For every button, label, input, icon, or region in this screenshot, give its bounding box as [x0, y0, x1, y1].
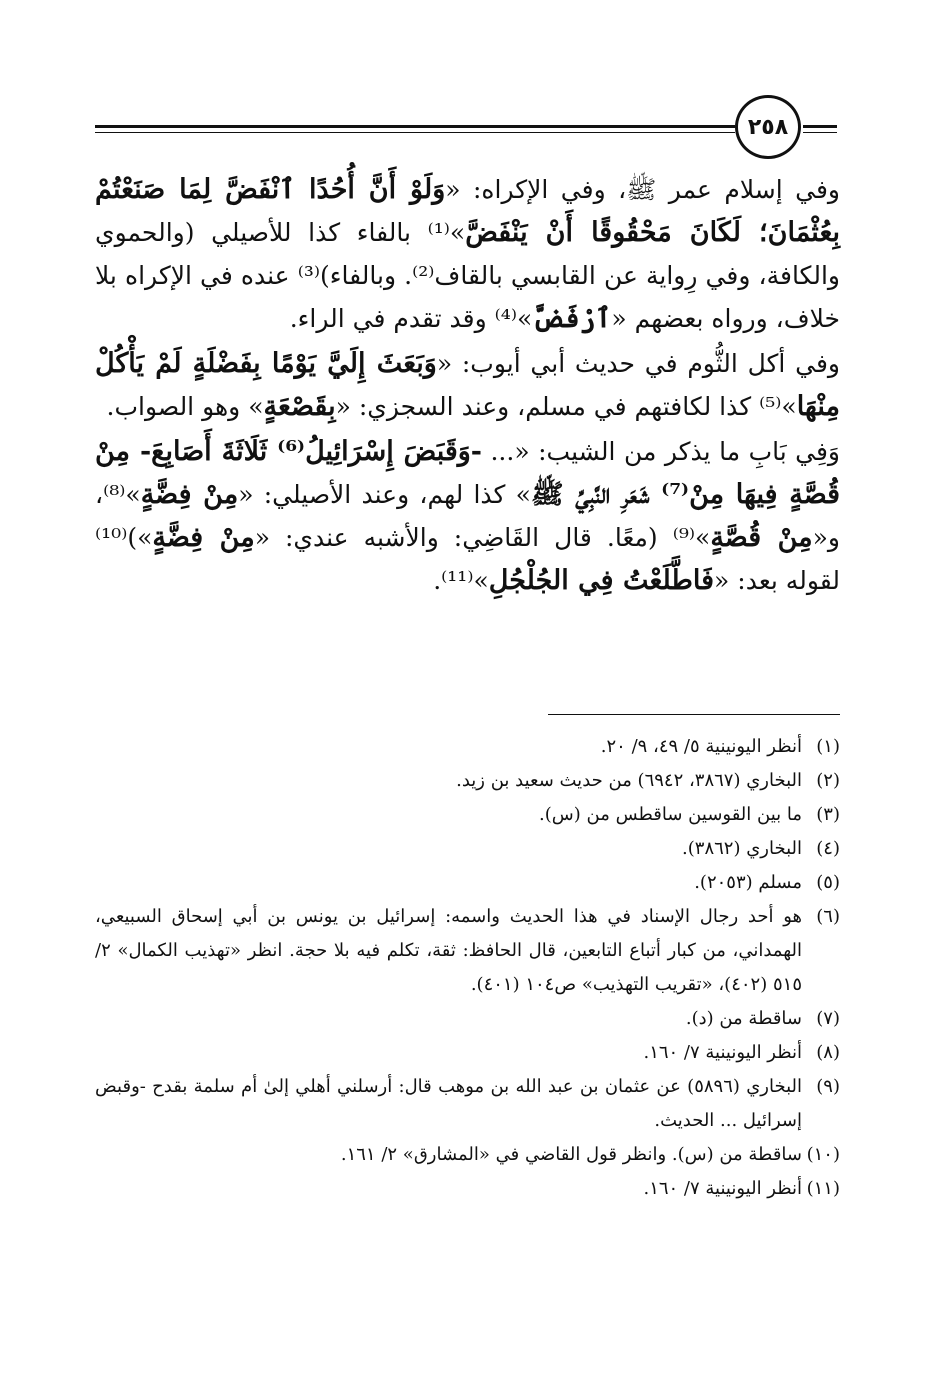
footnote-text: مسلم (٢٠٥٣).: [694, 872, 802, 893]
footnote-number: (٦): [816, 906, 840, 927]
page-header: [95, 95, 840, 165]
footnote-text: أنظر اليونينية ٧/ ١٦٠.: [643, 1042, 802, 1063]
footnote-text: أنظر اليونينية ٧/ ١٦٠.: [643, 1178, 802, 1199]
header-rule-thin: [95, 132, 735, 133]
footnote: [95, 764, 840, 798]
footnote-text: البخاري (٣٨٦٧، ٦٩٤٢) من حديث سعيد بن زيد.: [456, 770, 802, 791]
quote: مِنْ فِضَّةٍ: [140, 479, 239, 510]
main-text: [95, 168, 840, 604]
footnote: [95, 1138, 840, 1172]
quote: فَاطَّلَعْتُ فِي الجُلْجُلِ: [488, 565, 715, 596]
footnote: [95, 798, 840, 832]
footnote-number: (١١): [806, 1178, 840, 1199]
footnote: [95, 1172, 840, 1206]
footnote-text: هو أحد رجال الإسناد في هذا الحديث واسمه: إسرائيل بن يونس بن أبي إسحاق السبيعي، الهمداني، من كبار أتباع التابعين، قال الحافظ: ثقة، تكلم فيه بلا حجة. انظر «تهذيب الكمال» ٢/ ٥١٥ (٤٠٢)، «تقريب التهذيب» ص١٠٤ (٤٠١).: [95, 906, 802, 995]
header-rule-right-thin: [803, 132, 837, 133]
footnote: [95, 866, 840, 900]
quote: وَبَعَثَ إِلَيَّ يَوْمًا بِفَضْلَةٍ لَمْ يَأْكُلْ مِنْهَا: [95, 348, 840, 422]
footnote-number: (١): [816, 736, 840, 757]
quote: مِنْ قُصَّةٍ: [710, 522, 813, 553]
footnote-number: (٧): [816, 1008, 840, 1029]
footnote: [95, 730, 840, 764]
footnote: [95, 1036, 840, 1070]
footnote-text: البخاري (٣٨٦٢).: [682, 838, 802, 859]
footnote-number: (٨): [816, 1042, 840, 1063]
page-number: ٢٥٨: [735, 95, 801, 159]
footnote-number: (٣): [816, 804, 840, 825]
footnote: [95, 1070, 840, 1138]
paragraph: وفي أكل الثُّوم في حديث أبي أيوب: «وَبَعَثَ إِلَيَّ يَوْمًا بِفَضْلَةٍ لَمْ يَأْكُلْ مِنْهَا»⁽⁵⁾ كذا لكافتهم في مسلم، وعند السجزي: «بِقَصْعَةٍ» وهو الصواب.: [95, 348, 840, 422]
quote: -وَقَبَضَ إِسْرَائِيلُ⁽⁶⁾ ثَلَاثَةَ أَصَابِعَ- مِنْ قُصَّةٍ فِيهَا مِنْ⁽⁷⁾ شَعَرِ النَّبِيِّ ﷺ: [95, 436, 841, 510]
header-rule-thick: [95, 125, 735, 128]
quote: وَلَوْ أَنَّ أُحُدًا ٱنْفَضَّ لِمَا صَنَعْتُمْ بِعُثْمَانَ؛ لَكَانَ مَحْقُوقًا أَنْ يَنْفَضَّ: [95, 174, 840, 248]
footnote: [95, 1002, 840, 1036]
quote: مِنْ فِضَّةٍ: [152, 522, 255, 553]
quote: بِقَصْعَةٍ: [263, 391, 336, 422]
footnote-text: ساقطة من (س). وانظر قول القاضي في «المشارق» ٢/ ١٦١.: [340, 1144, 802, 1165]
footnote-text: ساقطة من (د).: [685, 1008, 802, 1029]
header-rule-right: [803, 125, 837, 128]
footnote-text: البخاري (٥٨٩٦) عن عثمان بن عبد الله بن موهب قال: أرسلني أهلي إلىٰ أم سلمة بقدح -وقبض إسرائيل ... الحديث.: [95, 1076, 803, 1131]
footnote-text: ما بين القوسين ساقطس من (س).: [539, 804, 802, 825]
footnote: [95, 832, 840, 866]
footnote-number: (٩): [816, 1076, 840, 1097]
paragraph: وفي إسلام عمر ﷺ، وفي الإكراه: «وَلَوْ أَنَّ أُحُدًا ٱنْفَضَّ لِمَا صَنَعْتُمْ بِعُثْمَانَ؛ لَكَانَ مَحْقُوقًا أَنْ يَنْفَضَّ»⁽¹⁾ بالفاء كذا للأصيلي (والحموي والكافة، وفي رِواية عن القابسي بالقاف⁽²⁾. وبالفاء)⁽³⁾ عنده في الإكراه بلا خلاف، ورواه بعضهم «ٱرْفَضَّ»⁽⁴⁾ وقد تقدم في الراء.: [95, 174, 840, 334]
quote: ٱرْفَضَّ: [532, 303, 612, 334]
footnote: [95, 900, 840, 1002]
footnote-text: أنظر اليونينية ٥/ ٤٩، ٩/ ٢٠.: [600, 736, 802, 757]
footnote-number: (١٠): [806, 1144, 840, 1165]
footnote-separator: [548, 714, 840, 715]
footnote-number: (٤): [816, 838, 840, 859]
footnote-number: (٢): [816, 770, 840, 791]
paragraph: وَفِي بَابِ ما يذكر من الشيب: «... -وَقَبَضَ إِسْرَائِيلُ⁽⁶⁾ ثَلَاثَةَ أَصَابِعَ- مِنْ قُصَّةٍ فِيهَا مِنْ⁽⁷⁾ شَعَرِ النَّبِيِّ ﷺ» كذا لهم، وعند الأصيلي: «مِنْ فِضَّةٍ»⁽⁸⁾، و«مِنْ قُصَّةٍ»⁽⁹⁾ (معًا. قال القَاضِي: والأشبه عندي: «مِنْ فِضَّةٍ»)⁽¹⁰⁾ لقوله بعد: «فَاطَّلَعْتُ فِي الجُلْجُلِ»⁽¹¹⁾.: [95, 436, 841, 596]
footnote-number: (٥): [816, 872, 840, 893]
footnotes: [95, 730, 840, 1206]
